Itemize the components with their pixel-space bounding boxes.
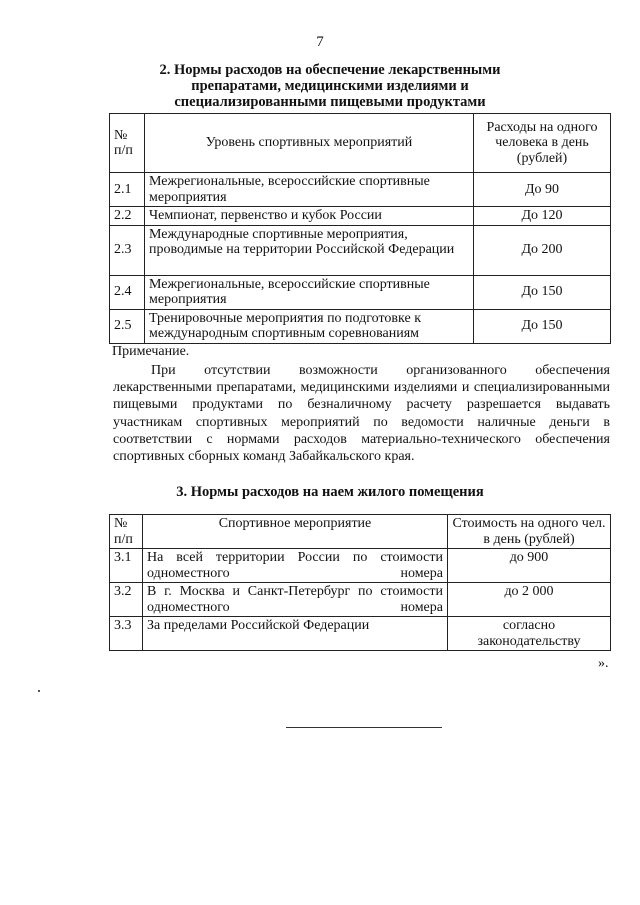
accommodation-norms-table [109, 514, 611, 651]
row-name: Межрегиональные, всероссийские спортивные мероприятия [145, 173, 474, 207]
row-num: 2.5 [110, 309, 145, 343]
table-row [110, 173, 611, 207]
table-header-row [110, 515, 611, 549]
row-cost: до 2 000 [448, 583, 611, 617]
section-2-title: 2. Нормы расходов на обеспечение лекарственными препаратами, медицинскими изделиями и специализированными пищевыми продуктами [159, 62, 501, 110]
table-row [110, 583, 611, 617]
table-row [110, 207, 611, 226]
row-cost: До 200 [474, 225, 611, 275]
row-cost: До 150 [474, 275, 611, 309]
row-name: На всей территории России по стоимости одноместного номера [143, 549, 448, 583]
header-num: № п/п [110, 515, 143, 549]
header-level: Уровень спортивных мероприятий [145, 114, 474, 173]
row-num: 3.3 [110, 617, 143, 651]
section-3-title: 3. Нормы расходов на наем жилого помещения [176, 484, 484, 500]
table-row [110, 275, 611, 309]
row-cost: До 90 [474, 173, 611, 207]
page-number: 7 [316, 34, 324, 50]
row-name: За пределами Российской Федерации [143, 617, 448, 651]
row-num: 2.1 [110, 173, 145, 207]
row-name: Межрегиональные, всероссийские спортивные мероприятия [145, 275, 474, 309]
header-event: Спортивное мероприятие [143, 515, 448, 549]
header-cost: Стоимость на одного чел. в день (рублей) [448, 515, 611, 549]
row-name: Чемпионат, первенство и кубок России [145, 207, 474, 226]
medical-norms-table [109, 113, 611, 344]
row-cost: согласно законодательству [448, 617, 611, 651]
row-name: Тренировочные мероприятия по подготовке к международным спортивным соревнованиям [145, 309, 474, 343]
header-cost: Расходы на одного человека в день (рублей) [474, 114, 611, 173]
row-name: В г. Москва и Санкт-Петербург по стоимости одноместного номера [143, 583, 448, 617]
row-num: 2.2 [110, 207, 145, 226]
table-row [110, 225, 611, 275]
note-label: Примечание. [112, 344, 190, 359]
table-row [110, 549, 611, 583]
table-header-row [110, 114, 611, 173]
table-row [110, 617, 611, 651]
table-row [110, 309, 611, 343]
header-num: № п/п [110, 114, 145, 173]
row-name: Международные спортивные мероприятия, проводимые на территории Российской Федерации [145, 225, 474, 275]
row-cost: До 120 [474, 207, 611, 226]
closing-quote-mark: ». [598, 656, 609, 671]
signature-divider [286, 727, 442, 728]
row-num: 3.1 [110, 549, 143, 583]
row-num: 2.3 [110, 225, 145, 275]
row-cost: До 150 [474, 309, 611, 343]
scan-speck [38, 690, 40, 692]
row-num: 2.4 [110, 275, 145, 309]
note-text: При отсутствии возможности организованного обеспечения лекарственными препаратами, медицинскими изделиями и специализированными пищевыми продуктами по безналичному расчету разрешается выдавать участникам спортивных мероприятий по ведомости наличные деньги в соответствии с нормами расходов материально-технического обеспечения спортивных сборных команд Забайкальского края. [113, 363, 610, 465]
row-num: 3.2 [110, 583, 143, 617]
row-cost: до 900 [448, 549, 611, 583]
